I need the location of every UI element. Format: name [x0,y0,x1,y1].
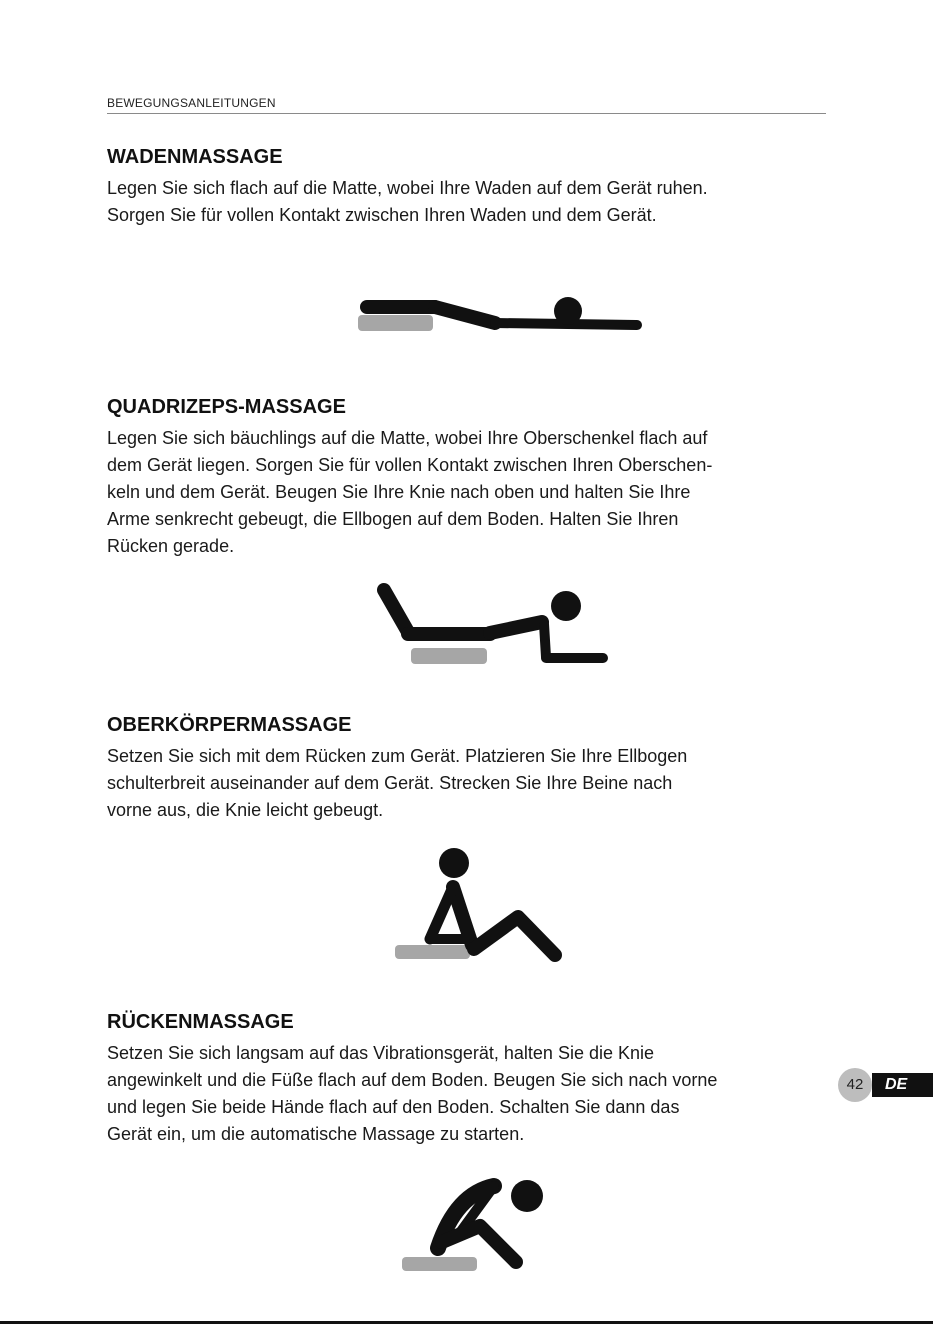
body-line: Legen Sie sich bäuchlings auf die Matte, wobei Ihre Oberschenkel flach auf [107,428,708,448]
section-quadriceps-massage [107,396,837,560]
head [511,1180,543,1212]
body-line: Legen Sie sich flach auf die Matte, wobei Ihre Waden auf dem Gerät ruhen. [107,178,708,198]
device-block [411,648,487,664]
section-title: OBERKÖRPERMASSAGE [107,714,352,736]
language-label: DE [872,1073,933,1097]
section-upper-body-massage [107,714,837,824]
device-block [358,315,433,331]
section-calf-massage [107,146,837,229]
page-number: 42 [838,1068,872,1102]
section-title: QUADRIZEPS-MASSAGE [107,396,346,418]
body-line: Gerät ein, um die automatische Massage zu starten. [107,1124,525,1144]
body-line: dem Gerät liegen. Sorgen Sie für vollen Kontakt zwischen Ihren Oberschen- [107,455,713,475]
back-massage-pictogram-icon [398,1172,553,1276]
body-line: vorne aus, die Knie leicht gebeugt. [107,800,384,820]
body-line: Setzen Sie sich langsam auf das Vibrationsgerät, halten Sie die Knie [107,1043,655,1063]
calf-massage-pictogram-icon [355,295,645,335]
upper-body-massage-pictogram-icon [390,845,570,965]
body-line: Sorgen Sie für vollen Kontakt zwischen Ihren Waden und dem Gerät. [107,205,657,225]
body-line: Rücken gerade. [107,536,235,556]
section-title: WADENMASSAGE [107,146,283,168]
body-line: angewinkelt und die Füße flach auf dem Boden. Beugen Sie sich nach vorne [107,1070,718,1090]
page-badge [838,1066,933,1103]
head [554,297,582,325]
body-line: Arme senkrecht gebeugt, die Ellbogen auf dem Boden. Halten Sie Ihren [107,509,679,529]
section-title: RÜCKENMASSAGE [107,1011,294,1033]
device-block [402,1257,477,1271]
quadriceps-massage-pictogram-icon [370,580,615,670]
section-body [107,1040,837,1148]
section-back-massage [107,1011,837,1148]
section-body [107,175,837,229]
body-line: Setzen Sie sich mit dem Rücken zum Gerät. Platzieren Sie Ihre Ellbogen [107,746,688,766]
device-block [395,945,470,959]
body-line: keln und dem Gerät. Beugen Sie Ihre Knie nach oben und halten Sie Ihre [107,482,691,502]
body-line: und legen Sie beide Hände flach auf den Boden. Schalten Sie dann das [107,1097,680,1117]
head [551,591,581,621]
section-body [107,425,837,560]
page-header-title: BEWEGUNGSANLEITUNGEN [107,96,826,114]
body-line: schulterbreit auseinander auf dem Gerät. Strecken Sie Ihre Beine nach [107,773,673,793]
section-body [107,743,837,824]
head [439,848,469,878]
